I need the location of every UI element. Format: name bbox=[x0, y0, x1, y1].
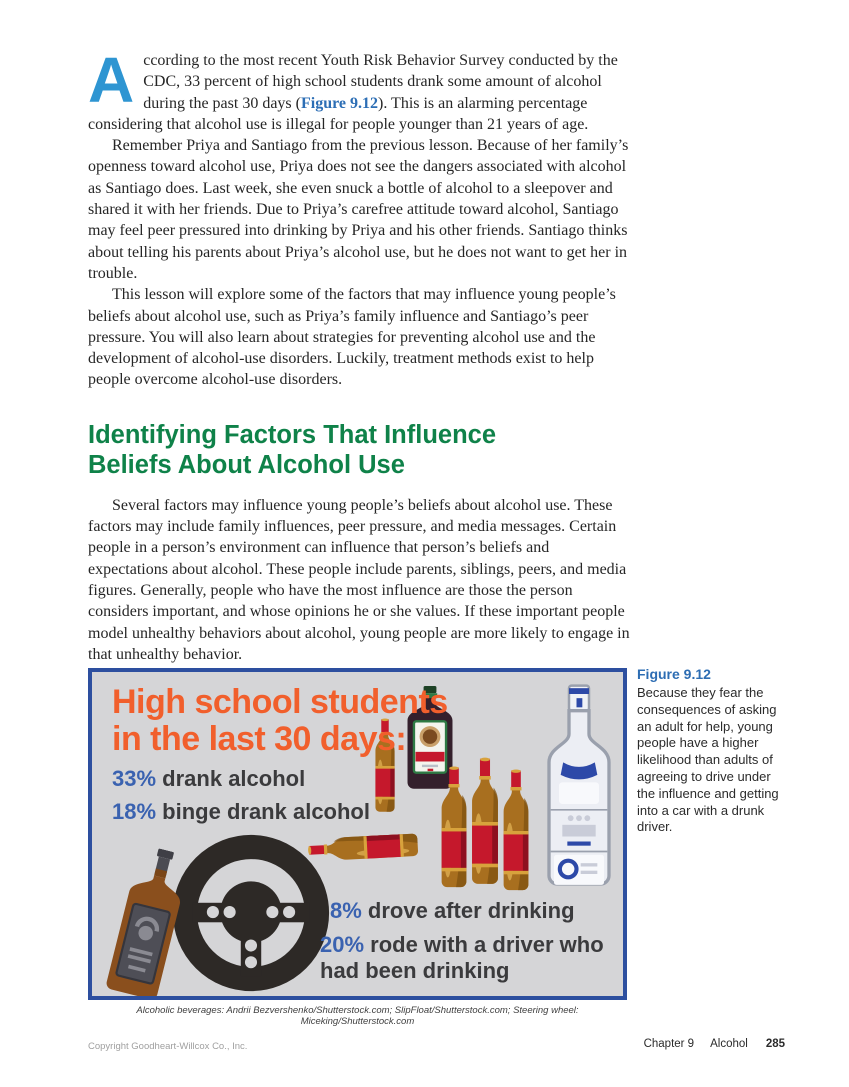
stat-label: binge drank alcohol bbox=[162, 799, 370, 824]
figure-reference: Figure 9.12 bbox=[300, 94, 378, 112]
intro-paragraph bbox=[88, 44, 633, 135]
stat-label: rode with a driver who had been drinking bbox=[320, 932, 604, 983]
figure-caption-text: Because they fear the consequences of asking an adult for help, young people have a higher likelihood than adults of agreeing to drive under the influence and getting into a car with a drunk driver. bbox=[637, 685, 779, 835]
infographic-title bbox=[112, 684, 448, 758]
footer-chapter: Chapter 9 bbox=[643, 1038, 695, 1050]
figure-caption bbox=[637, 666, 787, 836]
footer-page-info bbox=[644, 1038, 785, 1050]
stat-percent: 18% bbox=[112, 799, 157, 824]
infographic-title-line2: in the last 30 days: bbox=[112, 720, 407, 758]
beer-bottle-lying-icon bbox=[306, 825, 423, 871]
stat-rode-with-driver bbox=[320, 932, 627, 984]
stat-drank-alcohol bbox=[112, 766, 305, 792]
paragraph-factors: Several factors may influence young people’s beliefs about alcohol use. These factors may include family influences, peer pressure, and media messages. Certain people in a person’s environment can influence that person’s beliefs and expectations about alcohol. These people include parents, siblings, peers, and media figures. Generally, people who have the most influence are those the person considers important, and whose opinions he or she values. If these important people model unhealthy behaviors about alcohol, young people are more likely to engage in that unhealthy behavior. bbox=[88, 496, 630, 663]
paragraph-priya-santiago: Remember Priya and Santiago from the previous lesson. Because of her family’s openness toward alcohol use, Priya does not see the dangers associated with alcohol as Santiago does. Last week, she even snuck a bottle of alcohol to a sleepover and shared it with her friends. Due to Priya’s carefree attitude toward alcohol, Santiago may feel peer pressured into drinking by Priya and his other friends. Santiago thinks about telling his parents about Priya’s alcohol use, but he does not want to get her in trouble. bbox=[88, 137, 629, 282]
article-column bbox=[88, 44, 633, 665]
stat-percent: 20% bbox=[320, 932, 365, 957]
stat-percent: 8% bbox=[330, 898, 362, 923]
intro-text-post: ). This is an alarming percentage considering that alcohol use is illegal for people younger than 21 years of age. bbox=[88, 94, 589, 133]
stat-drove-after-drinking bbox=[330, 898, 575, 924]
figure-9-12 bbox=[88, 668, 627, 1027]
stat-label: drove after drinking bbox=[367, 898, 575, 923]
dropcap-letter: A bbox=[88, 44, 135, 116]
stat-binge-drank bbox=[112, 799, 370, 825]
footer-copyright: Copyright Goodheart-Willcox Co., Inc. bbox=[88, 1041, 248, 1052]
infographic-box bbox=[88, 668, 627, 1000]
vodka-bottle-icon bbox=[540, 684, 618, 894]
figure-credit: Alcoholic beverages: Andrii Bezvershenko/Shutterstock.com; SlipFloat/Shutterstock.com; Steering wheel: Miceking/Shutterstock.com bbox=[136, 1005, 579, 1027]
beer-bottle-icon bbox=[462, 752, 508, 892]
footer-page-number: 285 bbox=[765, 1038, 785, 1050]
paragraph-lesson-overview: This lesson will explore some of the factors that may influence young people’s beliefs about alcohol use, such as Priya’s family influence and Santiago’s peer pressure. You will also learn about strategies for preventing alcohol use and the development of alcohol-use disorders. Luckily, treatment methods exist to help people overcome alcohol-use disorders. bbox=[88, 286, 616, 389]
section-heading-line1: Identifying Factors That Influence bbox=[88, 420, 497, 449]
stat-label: drank alcohol bbox=[162, 766, 306, 791]
stat-percent: 33% bbox=[112, 766, 157, 791]
intro-text-pre: ccording to the most recent Youth Risk Behavior Survey conducted by the CDC, 33 percent of high school students drank some amount of alcohol during the past 30 days ( bbox=[143, 52, 618, 112]
section-heading-line2: Beliefs About Alcohol Use bbox=[88, 450, 405, 479]
figure-caption-title: Figure 9.12 bbox=[637, 666, 711, 682]
section-heading bbox=[88, 420, 633, 480]
footer-section: Alcohol bbox=[710, 1038, 748, 1050]
infographic-title-line1: High school students bbox=[112, 683, 448, 721]
